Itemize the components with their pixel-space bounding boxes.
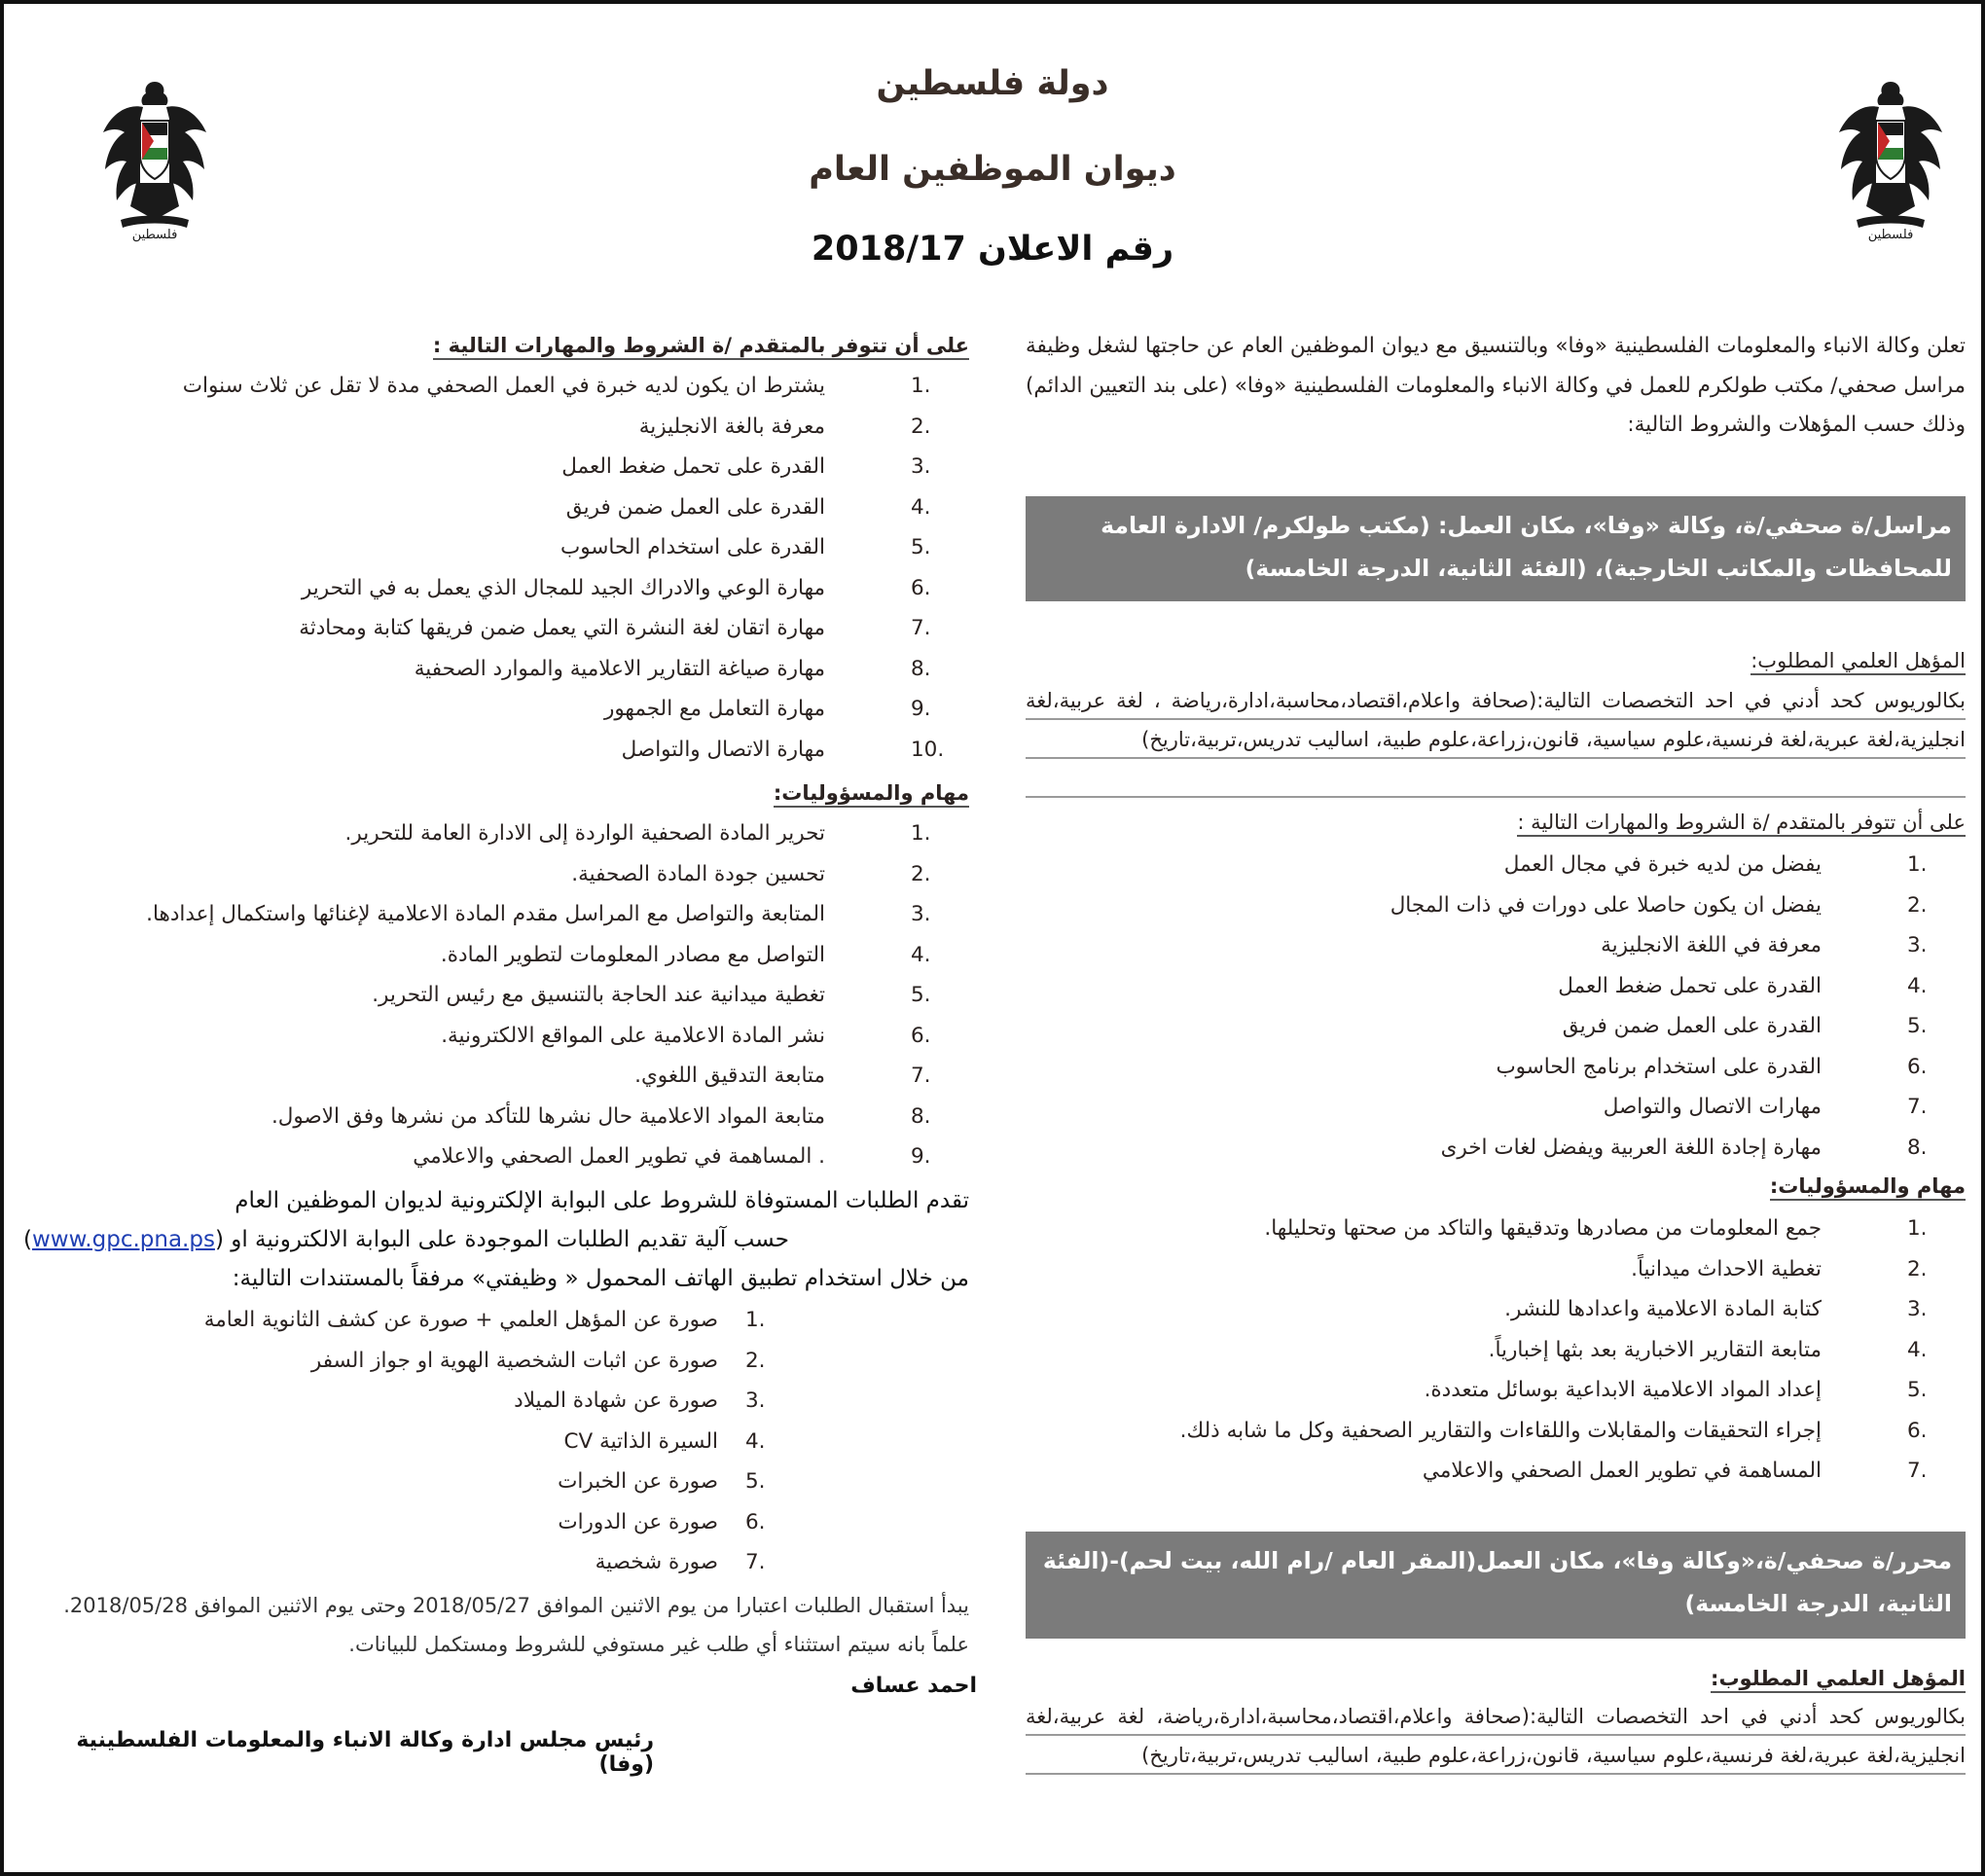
completeness-note: علماً بانه سيتم استثناء أي طلب غير مستوفي للشروط ومستكمل للبيانات. xyxy=(348,1633,969,1656)
list-item: 10. مهارة الاتصال والتواصل xyxy=(621,737,945,762)
emblem-caption-left: فلسطين xyxy=(131,228,178,242)
list-item: 3. القدرة على تحمل ضغط العمل xyxy=(561,454,931,479)
list-item: 6. مهارة الوعي والادراك الجيد للمجال الذي يعمل به في التحرير xyxy=(301,575,931,600)
list-item: 1. يفضل من لديه خبرة في مجال العمل xyxy=(1503,852,1928,877)
announcement-number: رقم الاعلان 2018/17 xyxy=(811,230,1174,269)
list-item: 9. . المساهمة في تطوير العمل الصحفي والاعلامي xyxy=(413,1144,931,1169)
list-item: 7. مهارات الاتصال والتواصل xyxy=(1603,1095,1928,1119)
list-item: 7. متابعة التدقيق اللغوي. xyxy=(634,1064,931,1088)
emblem-caption-right: فلسطين xyxy=(1867,228,1914,242)
list-item: 5. إعداد المواد الاعلامية الابداعية بوسائل متعددة. xyxy=(1424,1378,1928,1402)
list-item: 8. متابعة المواد الاعلامية حال نشرها للتأكد من نشرها وفق الاصول. xyxy=(271,1103,931,1129)
list-item: 5. القدرة على استخدام الحاسوب xyxy=(560,535,931,559)
list-item: 3. صورة عن شهادة الميلاد xyxy=(514,1389,766,1413)
state-title: دولة فلسطين xyxy=(876,64,1109,103)
bureau-title: ديوان الموظفين العام xyxy=(809,150,1176,189)
list-item: 1. تحرير المادة الصحفية الواردة إلى الادارة العامة للتحرير. xyxy=(344,821,931,846)
job1-duties-heading: مهام والمسؤوليات: xyxy=(1026,1172,1966,1201)
job1-skills-list xyxy=(1026,845,1966,1168)
list-item: 2. صورة عن اثبات الشخصية الهوية او جواز السفر xyxy=(310,1348,766,1373)
job2-qualification-heading: المؤهل العلمي المطلوب: xyxy=(1026,1664,1966,1693)
list-item: 5. القدرة على العمل ضمن فريق xyxy=(1562,1014,1928,1038)
list-item: 8. مهارة صياغة التقارير الاعلامية والموارد الصحفية xyxy=(414,656,931,681)
job2-skills-list xyxy=(23,366,969,770)
list-item: 1. يشترط ان يكون لديه خبرة في العمل الصحفي مدة لا تقل عن ثلاث سنوات xyxy=(182,374,931,398)
list-item: 6. القدرة على استخدام برنامج الحاسوب xyxy=(1496,1054,1928,1079)
application-dates: يبدأ استقبال الطلبات اعتبارا من يوم الاثنين الموافق 2018/05/27 وحتى يوم الاثنين الموافق 2018/05/28. xyxy=(63,1594,969,1617)
submission-line-1: تقدم الطلبات المستوفاة للشروط على البوابة الإلكترونية لديوان الموظفين العام xyxy=(235,1188,969,1213)
list-item: 1. جمع المعلومات من مصادرها وتدقيقها والتاكد من صحتها وتحليلها. xyxy=(1264,1216,1928,1241)
list-item: 6. نشر المادة الاعلامية على المواقع الالكترونية. xyxy=(441,1023,931,1048)
job2-title-band: محرر/ة صحفي/ة،«وكالة وفا»، مكان العمل(المقر العام /رام الله، بيت لحم)-(الفئة الثانية، الدرجة الخامسة) xyxy=(1026,1532,1966,1639)
list-item: 4. القدرة على العمل ضمن فريق xyxy=(565,494,931,520)
required-documents-list xyxy=(23,1300,969,1583)
signatory-name: احمد عساف xyxy=(850,1674,977,1698)
list-item: 6. صورة عن الدورات xyxy=(558,1509,766,1534)
list-item: 3. كتابة المادة الاعلامية واعدادها للنشر. xyxy=(1504,1297,1928,1321)
signatory-title: رئيس مجلس ادارة وكالة الانباء والمعلومات الفلسطينية (وفا) xyxy=(76,1728,654,1777)
job1-title-band: مراسل/ة صحفي/ة، وكالة «وفا»، مكان العمل: (مكتب طولكرم/ الادارة العامة للمحافظات والمكاتب الخارجية)، (الفئة الثانية، الدرجة الخامسة) xyxy=(1026,496,1966,601)
list-item: 7. صورة شخصية xyxy=(595,1550,766,1574)
submission-line-2: (www.gpc.pna.ps) حسب آلية تقديم الطلبات الموجودة على البوابة الالكترونية او xyxy=(23,1227,789,1252)
list-item: 2. يفضل ان يكون حاصلا على دورات في ذات المجال xyxy=(1390,892,1928,918)
list-item: 7. مهارة اتقان لغة النشرة التي يعمل ضمن فريقها كتابة ومحادثة xyxy=(299,616,931,640)
list-item: 4. القدرة على تحمل ضغط العمل xyxy=(1558,973,1928,998)
job2-skills-heading: على أن تتوفر بالمتقدم /ة الشروط والمهارات التالية : xyxy=(23,331,969,360)
list-item: 2. تغطية الاحداث ميدانياً. xyxy=(1631,1256,1928,1281)
list-item: 3. المتابعة والتواصل مع المراسل مقدم المادة الاعلامية لإغنائها واستكمال إعدادها. xyxy=(146,902,931,926)
job1-qualification-text: بكالوريوس كحد أدني في احد التخصصات التالية:(صحافة واعلام،اقتصاد،محاسبة،ادارة،رياضة ، لغة عربية،لغة انجليزية،لغة عبرية،لغة فرنسية،علوم سياسية، قانون،زراعة،علوم طبية، اساليب تدريس،تربية،تاريخ) xyxy=(1026,681,1966,798)
submission-line-3: من خلال استخدام تطبيق الهاتف المحمول « وظيفتي» مرفقاً بالمستندات التالية: xyxy=(232,1266,969,1291)
list-item: 4. التواصل مع مصادر المعلومات لتطوير المادة. xyxy=(440,942,931,967)
list-item: 4. متابعة التقارير الاخبارية بعد بثها إخبارياً. xyxy=(1488,1337,1928,1362)
list-item: 2. تحسين جودة المادة الصحفية. xyxy=(571,861,931,886)
list-item: 7. المساهمة في تطوير العمل الصحفي والاعلامي xyxy=(1422,1459,1928,1483)
job2-duties-list xyxy=(23,813,969,1177)
list-item: 1. صورة عن المؤهل العلمي + صورة عن كشف الثانوية العامة xyxy=(203,1308,766,1332)
list-item: 5. تغطية ميدانية عند الحاجة بالتنسيق مع رئيس التحرير. xyxy=(372,983,931,1007)
list-item: 6. إجراء التحقيقات والمقابلات واللقاءات والتقارير الصحفية وكل ما شابه ذلك. xyxy=(1179,1418,1928,1443)
list-item: 2. معرفة بالغة الانجليزية xyxy=(638,414,931,439)
list-item: 4. السيرة الذاتية CV xyxy=(563,1428,766,1454)
gpc-portal-link[interactable]: www.gpc.pna.ps xyxy=(31,1227,215,1252)
intro-paragraph: تعلن وكالة الانباء والمعلومات الفلسطينية «وفا» وبالتنسيق مع ديوان الموظفين العام عن حاجتها لشغل وظيفة مراسل صحفي/ مكتب طولكرم للعمل في وكالة الانباء والمعلومات الفلسطينية «وفا» (على بند التعيين الدائم) وذلك حسب المؤهلات والشروط التالية: xyxy=(1026,334,1966,437)
job2-duties-heading: مهام والمسؤوليات: xyxy=(23,778,969,808)
list-item: 5. صورة عن الخبرات xyxy=(558,1469,766,1494)
job2-qualification-text: بكالوريوس كحد أدني في احد التخصصات التالية:(صحافة واعلام،اقتصاد،محاسبة،ادارة،رياضة، لغة عربية،لغة انجليزية،لغة عبرية،لغة فرنسية،علوم سياسية، قانون،زراعة،علوم طبية، اساليب تدريس،تربية،تاريخ) xyxy=(1026,1697,1966,1775)
job1-duties-list xyxy=(1026,1209,1966,1492)
list-item: 8. مهارة إجادة اللغة العربية ويفضل لغات اخرى xyxy=(1440,1135,1928,1160)
job1-qualification-heading: المؤهل العلمي المطلوب: xyxy=(1026,646,1966,675)
list-item: 9. مهارة التعامل مع الجمهور xyxy=(603,697,931,721)
job1-skills-heading: على أن تتوفر بالمتقدم /ة الشروط والمهارات التالية : xyxy=(1026,808,1966,837)
list-item: 3. معرفة في اللغة الانجليزية xyxy=(1601,933,1928,957)
